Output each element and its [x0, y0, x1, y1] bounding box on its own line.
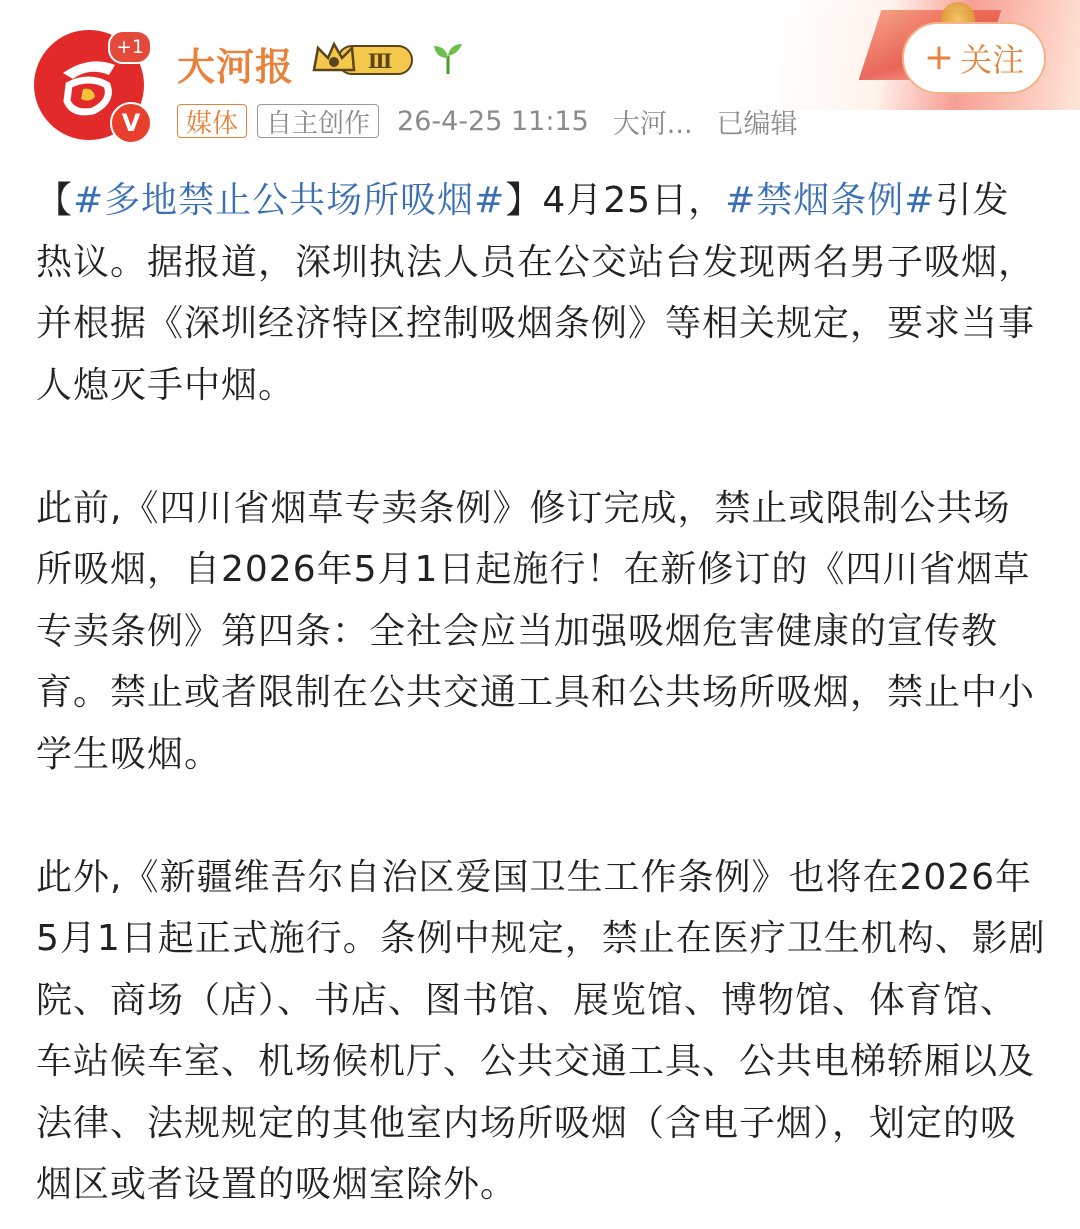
hashtag-link[interactable]: #多地禁止公共场所吸烟# — [73, 180, 506, 221]
follow-button[interactable] — [902, 22, 1046, 94]
level-text: Ⅲ — [367, 49, 393, 73]
verified-badge-icon: V — [110, 102, 152, 144]
post-meta — [177, 103, 798, 139]
paragraph-3: 此外,《新疆维吾尔自治区爱国卫生工作条例》也将在2026年5月1日起正式施行。条例中规定，禁止在医疗卫生机构、影剧院、商场（店）、书店、图书馆、展览馆、博物馆、体育馆、车站候车室、机场候机厅、公共交通工具、公共电梯轿厢以及法律、法规规定的其他室内场所吸烟（含电子烟），划定的吸烟区或者设置的吸烟室除外。 — [36, 856, 1046, 1205]
hashtag-link[interactable]: #禁烟条例# — [725, 180, 936, 221]
post-time: 26-4-25 11:15 — [397, 105, 589, 137]
crown-level-icon — [312, 40, 418, 80]
paragraph-text: 引发热议。据报道，深圳执法人员在公交站台发现两名男子吸烟，并根据《深圳经济特区控制吸烟条例》等相关规定，要求当事人熄灭手中烟。 — [36, 180, 1036, 406]
sprout-icon — [430, 40, 466, 76]
post-source[interactable]: 大河... — [612, 108, 693, 140]
bracket-open: 【 — [36, 180, 74, 221]
author-name[interactable]: 大河报 — [177, 45, 295, 89]
edited-label[interactable]: 已编辑 — [716, 108, 798, 140]
post-header — [0, 0, 1080, 150]
post-body — [36, 170, 1046, 1216]
date-text: 4月25日， — [542, 180, 726, 221]
tag-media: 媒体 — [177, 104, 247, 138]
paragraph-1 — [36, 170, 1046, 416]
notification-badge: +1 — [108, 30, 152, 64]
paragraph-2: 此前,《四川省烟草专卖条例》修订完成，禁止或限制公共场所吸烟，自2026年5月1日起施行！在新修订的《四川省烟草专卖条例》第四条：全社会应当加强吸烟危害健康的宣传教育。禁止或者限制在公共交通工具和公共场所吸烟，禁止中小学生吸烟。 — [36, 487, 1036, 775]
tag-self-created: 自主创作 — [257, 104, 379, 138]
plus-icon: + — [923, 37, 955, 78]
follow-label: 关注 — [960, 41, 1025, 79]
bracket-close: 】 — [505, 180, 543, 221]
